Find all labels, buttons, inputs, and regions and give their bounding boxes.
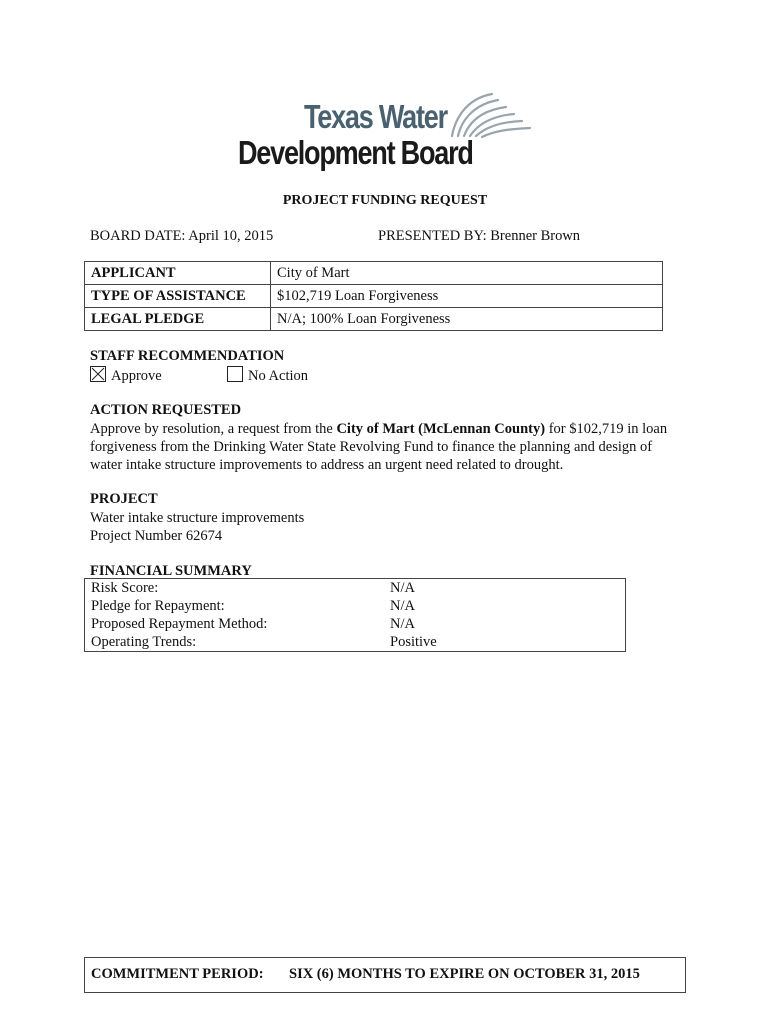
fin-label: Pledge for Repayment:	[91, 598, 225, 614]
board-date: BOARD DATE: April 10, 2015	[90, 228, 274, 244]
staff-recommendation-heading: STAFF RECOMMENDATION	[90, 348, 285, 364]
action-text-before: Approve by resolution, a request from the	[90, 421, 337, 437]
action-requested-text	[90, 420, 680, 474]
info-value: City of Mart	[271, 262, 663, 285]
project-description: Water intake structure improvements	[90, 510, 305, 526]
no-action-label: No Action	[248, 368, 309, 384]
commitment-period-box	[84, 957, 686, 993]
commitment-label: COMMITMENT PERIOD:	[91, 966, 264, 982]
fin-value: N/A	[390, 580, 415, 596]
fin-value: Positive	[390, 634, 437, 650]
financial-summary-box	[84, 578, 626, 652]
approve-checkbox[interactable]	[90, 366, 106, 382]
action-text-after: for $102,719 in loan forgiveness from the Drinking Water State Revolving Fund to finance the planning and design of water intake structure improvements to address an urgent need related to drought.	[90, 421, 668, 473]
info-label: LEGAL PLEDGE	[85, 308, 271, 331]
applicant-info-table	[84, 261, 663, 331]
table-row	[85, 285, 663, 308]
action-requested-heading: ACTION REQUESTED	[90, 402, 242, 418]
info-label: TYPE OF ASSISTANCE	[85, 285, 271, 308]
info-label: APPLICANT	[85, 262, 271, 285]
table-row	[85, 308, 663, 331]
fin-value: N/A	[390, 616, 415, 632]
commitment-value: SIX (6) MONTHS TO EXPIRE ON OCTOBER 31, 2015	[289, 966, 640, 982]
project-number: Project Number 62674	[90, 528, 223, 544]
water-waves-icon	[446, 90, 534, 140]
no-action-checkbox[interactable]	[227, 366, 243, 382]
action-entity: City of Mart (McLennan County)	[336, 421, 546, 437]
logo-line-development-board: Development Board	[238, 134, 473, 171]
project-heading: PROJECT	[90, 491, 158, 507]
fin-value: N/A	[390, 598, 415, 614]
no-action-option[interactable]	[227, 366, 308, 385]
fin-label: Operating Trends:	[91, 634, 197, 650]
approve-label: Approve	[111, 368, 162, 384]
info-value: N/A; 100% Loan Forgiveness	[271, 308, 663, 331]
fin-label: Risk Score:	[91, 580, 159, 596]
fin-label: Proposed Repayment Method:	[91, 616, 268, 632]
checked-x-icon	[91, 367, 105, 381]
table-row	[85, 262, 663, 285]
logo-line-texas-water: Texas Water	[304, 98, 447, 135]
approve-option[interactable]	[90, 366, 162, 385]
presented-by: PRESENTED BY: Brenner Brown	[378, 228, 581, 244]
financial-summary-heading: FINANCIAL SUMMARY	[90, 563, 252, 579]
twdb-logo	[238, 88, 538, 178]
info-value: $102,719 Loan Forgiveness	[271, 285, 663, 308]
document-title: PROJECT FUNDING REQUEST	[282, 193, 488, 208]
